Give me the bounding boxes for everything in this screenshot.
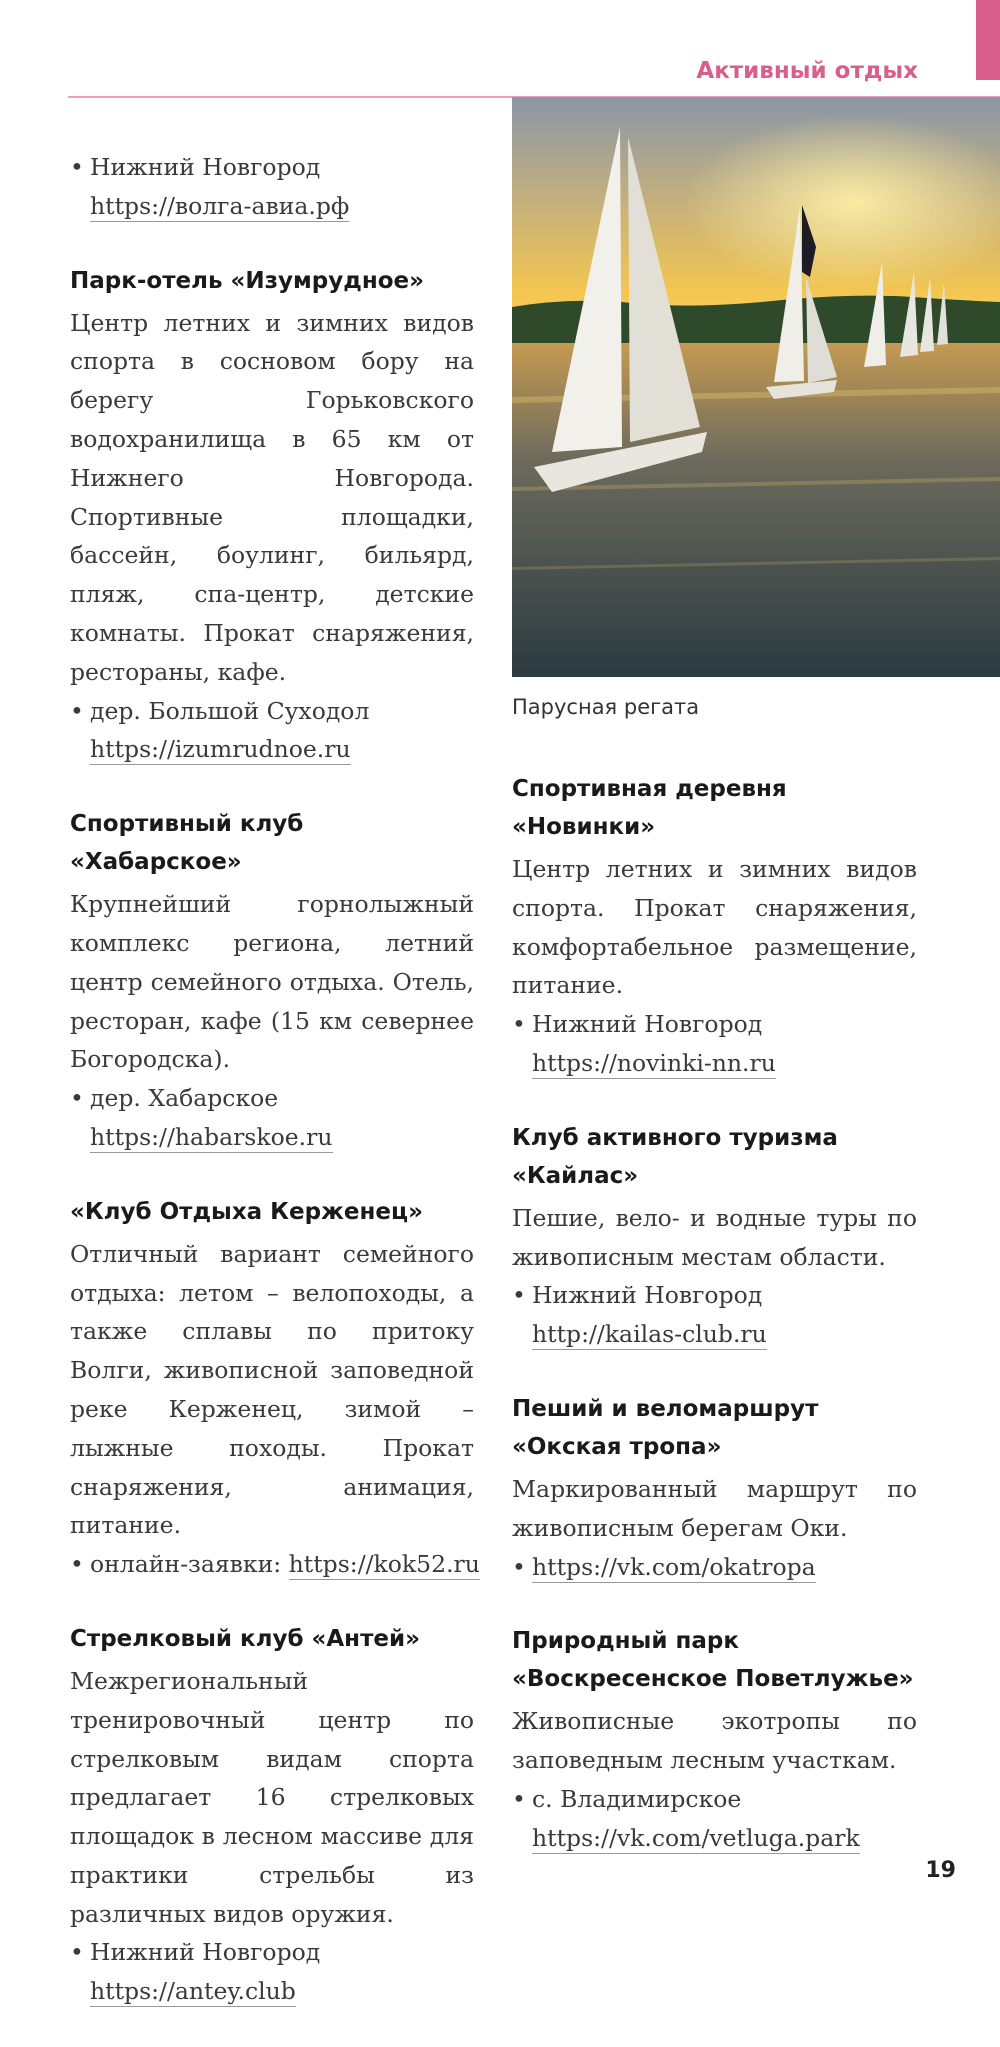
booking-label: онлайн-заявки: <box>90 1550 282 1579</box>
location <box>70 1933 474 1972</box>
entry-title: Клуб активного туризма «Кайлас» <box>512 1124 838 1189</box>
entry-title: Спортивная деревня «Новинки» <box>512 776 787 840</box>
website-link-text[interactable]: https://vk.com/okatropa <box>532 1552 816 1581</box>
location-text: дер. Большой Суходол <box>90 696 370 725</box>
website-link[interactable] <box>90 187 474 226</box>
website-link-text[interactable]: https://kok52.ru <box>288 1550 480 1579</box>
entry-okskaya-tropa <box>512 1390 917 1586</box>
location <box>512 1276 917 1315</box>
bullet: • <box>512 1784 526 1813</box>
website-link-text[interactable]: https://habarskoe.ru <box>90 1122 333 1151</box>
location <box>70 692 474 731</box>
entry-povetluzhye <box>512 1622 917 1857</box>
entry-description: Пешие, вело- и водные туры по живописным местам области. <box>512 1203 917 1271</box>
entry-antey <box>70 1620 474 2011</box>
bullet: • <box>512 1281 526 1310</box>
bullet: • <box>70 1084 84 1113</box>
entry-title: Парк-отель «Изумрудное» <box>70 267 424 294</box>
location-text: дер. Хабарское <box>90 1084 279 1113</box>
entry-kerzhenets <box>70 1193 480 1584</box>
entry-title: Пеший и веломаршрут «Окская тропа» <box>512 1395 819 1460</box>
bullet: • <box>512 1010 526 1039</box>
entry-title: «Клуб Отдыха Керженец» <box>70 1198 423 1225</box>
bullet: • <box>70 1550 84 1579</box>
location <box>70 148 474 187</box>
entry-izumrudnoe <box>70 262 474 770</box>
location-text: Нижний Новгород <box>532 1281 763 1310</box>
website-link-text[interactable]: https://волга-авиа.рф <box>90 191 350 220</box>
entry-description: Крупнейший горнолыжный комплекс региона, летний центр семейного отдыха. Отель, ресторан, кафе (15 км севернее Богородска). <box>70 890 474 1074</box>
bullet: • <box>70 696 84 725</box>
location-text: Нижний Новгород <box>532 1010 763 1039</box>
entry-description: Маркированный маршрут по живописным берегам Оки. <box>512 1474 917 1542</box>
location <box>512 1005 917 1044</box>
website-link[interactable] <box>532 1044 917 1083</box>
entry-habarskoe <box>70 805 474 1157</box>
regatta-photo <box>512 97 1000 677</box>
photo-caption: Парусная регата <box>512 695 700 719</box>
bullet: • <box>70 1938 84 1967</box>
location <box>70 1079 474 1118</box>
entry-description: Отличный вариант семейного отдыха: летом – велопоходы, а также сплавы по притоку Волги, живописной заповедной реке Керженец, зимой – лыжные походы. Прокат снаряжения, анимация, питание. <box>70 1239 474 1540</box>
entry-description: Живописные экотропы по заповедным лесным участкам. <box>512 1707 917 1775</box>
entry-novinki <box>512 770 917 1083</box>
section-tab-marker <box>976 0 1000 80</box>
website-link-text[interactable]: http://kailas-club.ru <box>532 1320 767 1349</box>
bullet: • <box>512 1552 526 1581</box>
website-link-text[interactable]: https://izumrudnoe.ru <box>90 735 351 764</box>
bullet: • <box>70 153 84 181</box>
page-number: 19 <box>925 1858 956 1883</box>
website-link[interactable] <box>90 1972 474 2011</box>
right-column <box>512 770 917 1894</box>
location-text: Нижний Новгород <box>90 1938 321 1967</box>
website-link[interactable] <box>90 730 474 769</box>
location-text: с. Владимирское <box>532 1784 742 1813</box>
website-link-text[interactable]: https://vk.com/vetluga.park <box>532 1823 860 1852</box>
booking-line <box>70 1545 480 1584</box>
website-link[interactable] <box>532 1819 917 1858</box>
website-link-text[interactable]: https://novinki-nn.ru <box>532 1048 776 1077</box>
entry-title: Стрелковый клуб «Антей» <box>70 1625 420 1652</box>
website-link-text[interactable]: https://antey.club <box>90 1977 296 2006</box>
left-column <box>70 148 480 2047</box>
location-text: Нижний Новгород <box>90 153 321 181</box>
entry-title: Спортивный клуб «Хабарское» <box>70 811 304 876</box>
entry-kailas <box>512 1119 917 1354</box>
website-link[interactable] <box>90 1118 474 1157</box>
location <box>512 1780 917 1819</box>
section-title: Активный отдых <box>696 58 918 84</box>
website-link[interactable] <box>532 1315 917 1354</box>
entry-description: Центр летних и зимних видов спорта. Прокат снаряжения, комфортабельное размещение, питание. <box>512 855 917 1000</box>
entry-description: Центр летних и зимних видов спорта в сосновом бору на берегу Горьковского водохранилища в 65 км от Нижнего Новгорода. Спортивные площадки, бассейн, боулинг, бильярд, пляж, спа-центр, детские комнаты. Прокат снаряжения, рестораны, кафе. <box>70 308 474 686</box>
entry-title: Природный парк «Воскресенское Поветлужье» <box>512 1628 914 1693</box>
website-line <box>512 1548 917 1587</box>
entry-description: Межрегиональный тренировочный центр по стрелковым видам спорта предлагает 16 стрелковых площадок в лесном массиве для практики стрельбы из различных видов оружия. <box>70 1666 474 1928</box>
entry-volga-avia <box>70 148 474 226</box>
